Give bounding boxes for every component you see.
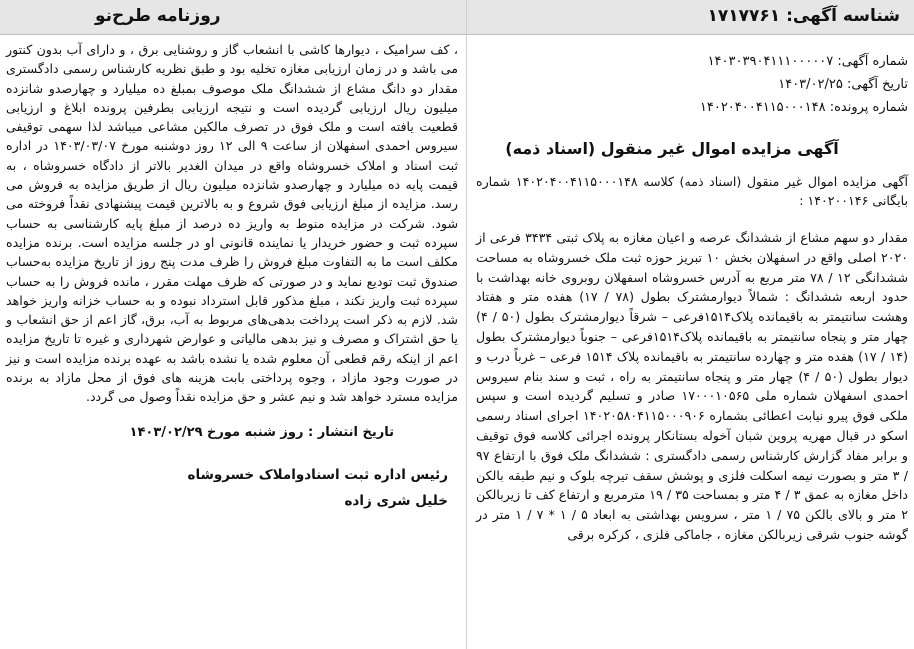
newspaper-name: روزنامه طرح‌نو	[95, 6, 221, 26]
signature-title: رئیس اداره ثبت اسنادواملاک خسروشاه	[187, 466, 448, 483]
signature-block	[6, 462, 458, 514]
ad-number: شماره آگهی: ۱۴۰۳۰۳۹۰۴۱۱۱۰۰۰۰۰۷	[707, 54, 908, 69]
ad-header	[0, 0, 914, 35]
column-divider	[466, 0, 467, 649]
ad-meta	[476, 50, 908, 119]
signature-name: خلیل شری زاده	[344, 492, 448, 509]
file-number: شماره پرونده: ۱۴۰۲۰۴۰۰۴۱۱۵۰۰۰۱۴۸	[699, 100, 908, 115]
ad-body-right: مقدار دو سهم مشاع از ششدانگ عرصه و اعیان مغازه به پلاک ثبتی ۳۴۳۴ فرعی از ۲۰۲۰ اصلی واقع در اسفهلان بخش ۱۰ تبریز حوزه ثبت ملک خسروشاه به مساحت ششدانگی ۱۲ / ۷۸ متر مربع به آدرس خسروشاه اسفهلان روبروی خانه بهداشت با حدود اربعه ششدانگ : شمالاً دیوارمشترک بطول (۷۸ / ۱۷) هفده متر و هفتاد وهشت سانتیمتر به باقیمانده پلاک۱۵۱۴فرعی – شرقاً دیوارمشترک بطول (۵۰ / ۴) چهار متر و پنجاه سانتیمتر به باقیمانده پلاک۱۵۱۴فرعی – جنوباً دیوارمشترک بطول (۱۴ / ۱۷) هفده متر و چهارده سانتیمتر به باقیمانده پلاک ۱۵۱۴ فرعی – غرباً درب و دیوار بطول (۵۰ / ۴) چهار متر و پنجاه سانتیمتر به راه ، ثبت و سند بنام سیروس احمدی اسفهلان شماره ملی ۱۷۰۰۰۱۰۵۶۵ صادر و تسلیم گردیده است و سپس ملکی فوق پیرو نیابت اعطائی بشماره ۱۴۰۲۰۵۸۰۴۱۱۵۰۰۰۹۰۶ اجرای اسناد رسمی اسکو در قبال مهریه پروین شبان آخوله بستانکار پرونده اجرائی کلاسه فوق توقیف و برابر مفاد گزارش کارشناس رسمی دادگستری : ششدانگ ملک فوق با ارتفاع ۹۷ / ۳ متر و بصورت نیمه اسکلت فلزی و پوشش سقف تیرچه بلوک و نیم طبقه بالکن داخل مغازه به عمق ۳ / ۴ متر و بمساحت ۳۵ / ۱۹ مترمربع و ارتفاع کف تا زیربالکن ۲ متر و بالای بالکن ۷۵ / ۱ متر ، سرویس بهداشتی به ابعاد ۵ / ۱ * ۷ / ۱ متر در گوشه جنوب شرقی زیربالکن مغازه ، جاماکی فلزی ، کرکره برقی	[476, 230, 909, 542]
ad-date: تاریخ آگهی: ۱۴۰۳/۰۲/۲۵	[778, 77, 908, 92]
ad-title: آگهی مزایده اموال غیر منقول (اسناد ذمه)	[505, 139, 839, 158]
ad-id: شناسه آگهی: ۱۷۱۷۷۶۱	[707, 6, 900, 26]
ad-intro: آگهی مزایده اموال غیر منقول (اسناد ذمه) کلاسه ۱۴۰۲۰۴۰۰۴۱۱۵۰۰۰۱۴۸ شماره بایگانی ۱۴۰۲۰۰۱۴۶ :	[476, 174, 908, 208]
ad-body-left: ، کف سرامیک ، دیوارها کاشی با انشعاب گاز و روشنایی برق ، و دارای آب بدون کنتور می باشد و در زمان ارزیابی مغازه تخلیه بود و طبق نظریه کارشناس رسمی دادگستری مقدار دو دانگ مشاع از ششدانگ ملک موصوف بمبلغ ده میلیارد و چهارصدو شانزده میلیون ریال ارزیابی گردیده است و نتیجه ارزیابی بطرفین پرونده ابلاغ و ارزیابی قطعیت یافته است و ملک فوق در تصرف مالکین مشاعی میباشد لذا سهمی توقیفی سیروس احمدی اسفهلان از ساعت ۹ الی ۱۲ روز دوشنبه مورخ ۱۴۰۳/۰۳/۰۷ در اداره ثبت اسناد و املاک خسروشاه واقع در میدان الغدیر بالاتر از دادگاه خسروشاه ، به قیمت پایه ده میلیارد و چهارصدو شانزده میلیون ریال از طریق مزایده به فروش می رسد. مزایده از مبلغ ارزیابی فوق شروع و به بالاترین قیمت پیشنهادی نقداً فروخته می شود. شرکت در مزایده منوط به واریز ده درصد از مبلغ پایه کارشناسی به حساب سپرده ثبت و حضور خریدار یا نماینده قانونی او در جلسه مزایده است. برنده مزایده مکلف است ما به التفاوت مبلغ فروش را ظرف مدت پنج روز از تاریخ مزایده به‌حساب صندوق ثبت توديع نماید و در صورتی که ظرف مهلت مقرر ، مانده فروش را به حساب سپرده ثبت واریز نکند ، مبلغ مذکور قابل استرداد نبوده و به حساب خزانه واریز خواهد شد. لازم به ذکر است پرداخت بدهی‌های مربوط به آب، برق، گاز اعم از حق انشعاب و یا حق اشتراک و مصرف و نیز بدهی مالیاتی و عوارض شهرداری و غیره تا تاریخ مزایده اعم از اینکه رقم قطعی آن معلوم شده یا نشده باشد به عهده برنده مزایده است و نیز در صورت وجود مازاد ، وجوه پرداختی بابت هزینه های فوق از محل مازاد به برنده مزایده مسترد خواهد شد و نیم عشر و حق مزایده نقداً وصول می گردد.	[6, 42, 459, 405]
left-column	[6, 40, 458, 514]
publication-date: تاریخ انتشار : روز شنبه مورخ ۱۴۰۳/۰۲/۲۹	[129, 424, 394, 440]
right-column	[476, 40, 908, 545]
